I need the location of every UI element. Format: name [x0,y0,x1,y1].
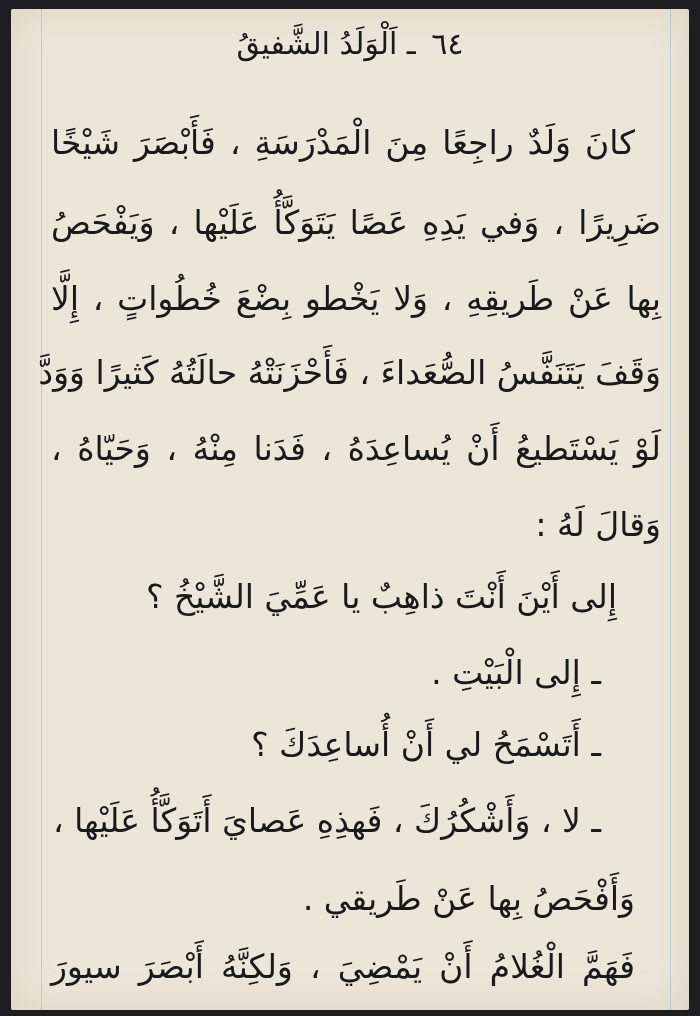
text-line-6: وَقالَ لَهُ : [535,505,661,544]
text-line-12: فَهَمَّ الْغُلامُ أَنْ يَمْضِيَ ، وَلكِنَّهُ أَبْصَرَ سيورَ [51,947,635,986]
story-title: اَلْوَلَدُ الشَّفيقُ [236,27,398,62]
right-margin-rule [670,9,671,1010]
notebook-page [11,9,689,1010]
text-line-8: ـ إِلى الْبَيْتِ . [431,653,601,692]
story-heading [11,27,689,62]
left-margin-rule [41,9,42,1010]
text-line-2: ضَرِيرًا ، وَفي يَدِهِ عَصًا يَتَوَكَّأُ عَلَيْها ، وَيَفْحَصُ [51,203,661,242]
text-line-10: ـ لا ، وَأَشْكُرُكَ ، فَهذِهِ عَصايَ أَتَوَكَّأُ عَلَيْها ، [52,801,601,840]
text-line-3: بِها عَنْ طَريقِهِ ، وَلا يَخْطو بِضْعَ خُطُواتٍ ، إِلَّا [51,279,661,318]
text-line-5: لَوْ يَسْتَطيعُ أَنْ يُساعِدَهُ ، فَدَنا مِنْهُ ، وَحَيّاهُ ، [51,429,661,468]
text-line-9: ـ أَتَسْمَحُ لي أَنْ أُساعِدَكَ ؟ [251,725,601,764]
story-number: ٦٤ [431,27,464,62]
heading-separator: ـ [406,27,416,62]
text-line-4: وَقَفَ يَتَنَفَّسُ الصُّعَداءَ ، فَأَحْزَنَتْهُ حالَتُهُ كَثيرًا وَوَدَّ [38,353,661,392]
text-line-1: كانَ وَلَدٌ راجِعًا مِنَ الْمَدْرَسَةِ ، فَأَبْصَرَ شَيْخًا [51,123,635,162]
text-line-11: وَأَفْحَصُ بِها عَنْ طَريقي . [302,879,635,918]
text-line-7: إِلى أَيْنَ أَنْتَ ذاهِبٌ يا عَمِّيَ الشَّيْخُ ؟ [145,577,617,616]
